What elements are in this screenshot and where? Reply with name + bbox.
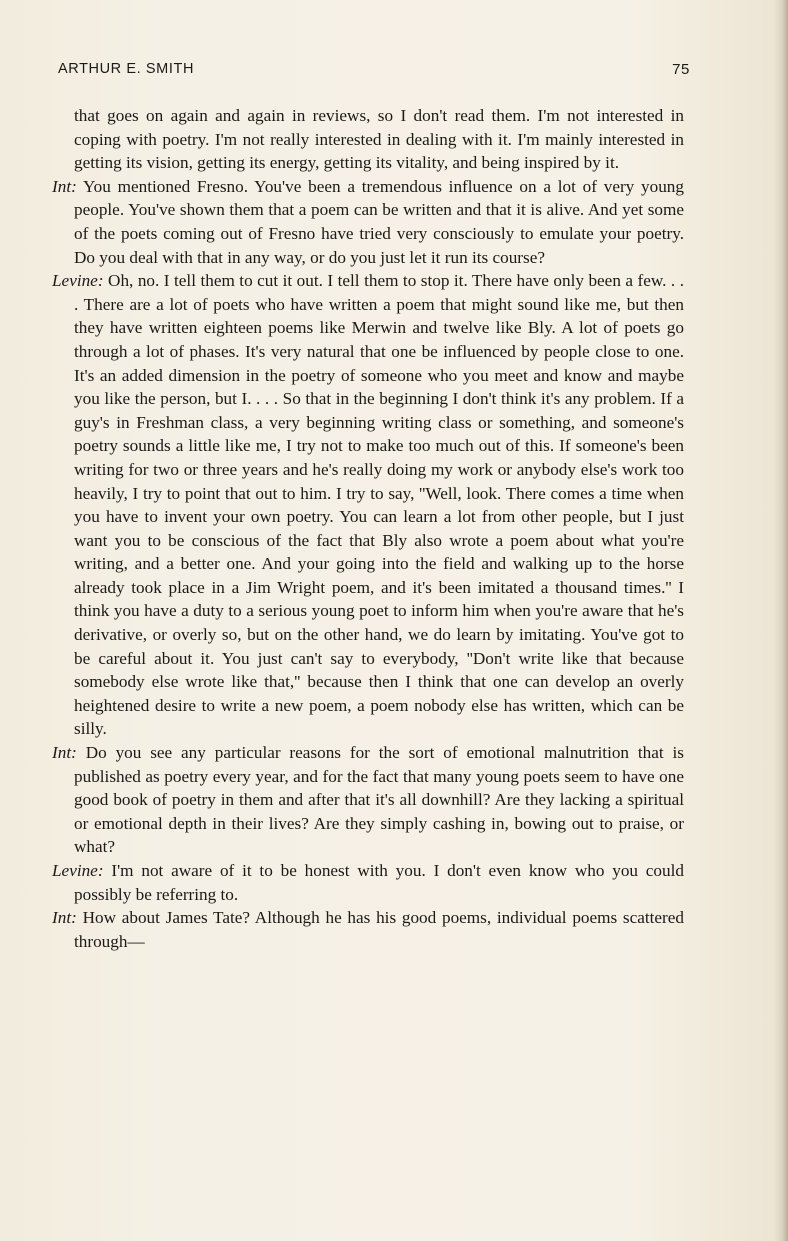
interview-text xyxy=(52,104,684,953)
paragraph-4 xyxy=(52,741,684,859)
speaker-label: Int: xyxy=(52,743,77,763)
speaker-label: Levine: xyxy=(52,861,104,880)
paragraph-text: Do you see any particular reasons for the sort of emotional malnutrition that is published as poetry every year, and for the fact that many young poets seem to have one good book of poetry in them and after that it's all downhill? Are they lacking a spiritual or emotional depth in their lives? Are they simply cashing in, bowing out to praise, or what? xyxy=(74,743,684,857)
speaker-label: Levine: xyxy=(52,271,104,291)
paragraph-5 xyxy=(52,859,684,906)
paragraph-3 xyxy=(52,269,684,741)
paragraph-2 xyxy=(52,175,684,269)
paragraph-text: How about James Tate? Although he has his good poems, individual poems scattered through— xyxy=(74,908,684,951)
speaker-label: Int: xyxy=(52,908,77,928)
speaker-label: Int: xyxy=(52,176,77,196)
paragraph-text: I'm not aware of it to be honest with you. I don't even know who you could possibly be referring to. xyxy=(74,861,684,904)
paragraph-6 xyxy=(52,906,684,953)
page-number: 75 xyxy=(672,61,690,78)
paragraph-text: that goes on again and again in reviews, so I don't read them. I'm not interested in coping with poetry. I'm not really interested in dealing with it. I'm mainly interested in getting its vision, getting its energy, getting its vitality, and being inspired by it. xyxy=(74,106,684,173)
paragraph-1 xyxy=(52,104,684,175)
running-header xyxy=(58,61,690,83)
paragraph-text: Oh, no. I tell them to cut it out. I tell them to stop it. There have only been a few. . . . There are a lot of poets who have written a poem that might sound like me, but then they have written eighteen poems like Merwin and twelve like Bly. A lot of poets go through a lot of phases. It's very natural that one be influenced by people close to one. It's an added dimension in the poetry of someone who you meet and know and maybe you like the person, but I. . . . So that in the beginning I don't think it's any problem. If a guy's in Freshman class, a very beginning writing class or something, and someone's poetry sounds a little like me, I try not to make too much out of this. If someone's been writing for two or three years and he's really doing my work or anybody else's work too heavily, I try to point that out to him. I try to say, ''Well, look. There comes a time when you have to invent your own poetry. You can learn a lot from other people, but I just want you to be conscious of the fact that Bly also wrote a poem about what you're writing, and a better one. And your going into the field and walking up to the horse already took place in a Jim Wright poem, and it's been imitated a thousand times.'' I think you have a duty to a serious young poet to inform him when you're aware that he's derivative, or overly so, but on the other hand, we do learn by imitating. You've got to be careful about it. You just can't say to everybody, ''Don't write like that because somebody else wrote like that,'' because then I think that one can develop an overly heightened desire to write a new poem, a poem nobody else has written, which can be silly. xyxy=(74,271,685,739)
paragraph-text: You mentioned Fresno. You've been a tremendous influence on a lot of very young people. You've shown them that a poem can be written and that it is alive. And yet some of the poets coming out of Fresno have tried very consciously to emulate your poetry. Do you deal with that in any way, or do you just let it run its course? xyxy=(74,176,684,267)
page-edge-shadow xyxy=(774,0,788,1241)
running-header-author: ARTHUR E. SMITH xyxy=(58,61,195,77)
